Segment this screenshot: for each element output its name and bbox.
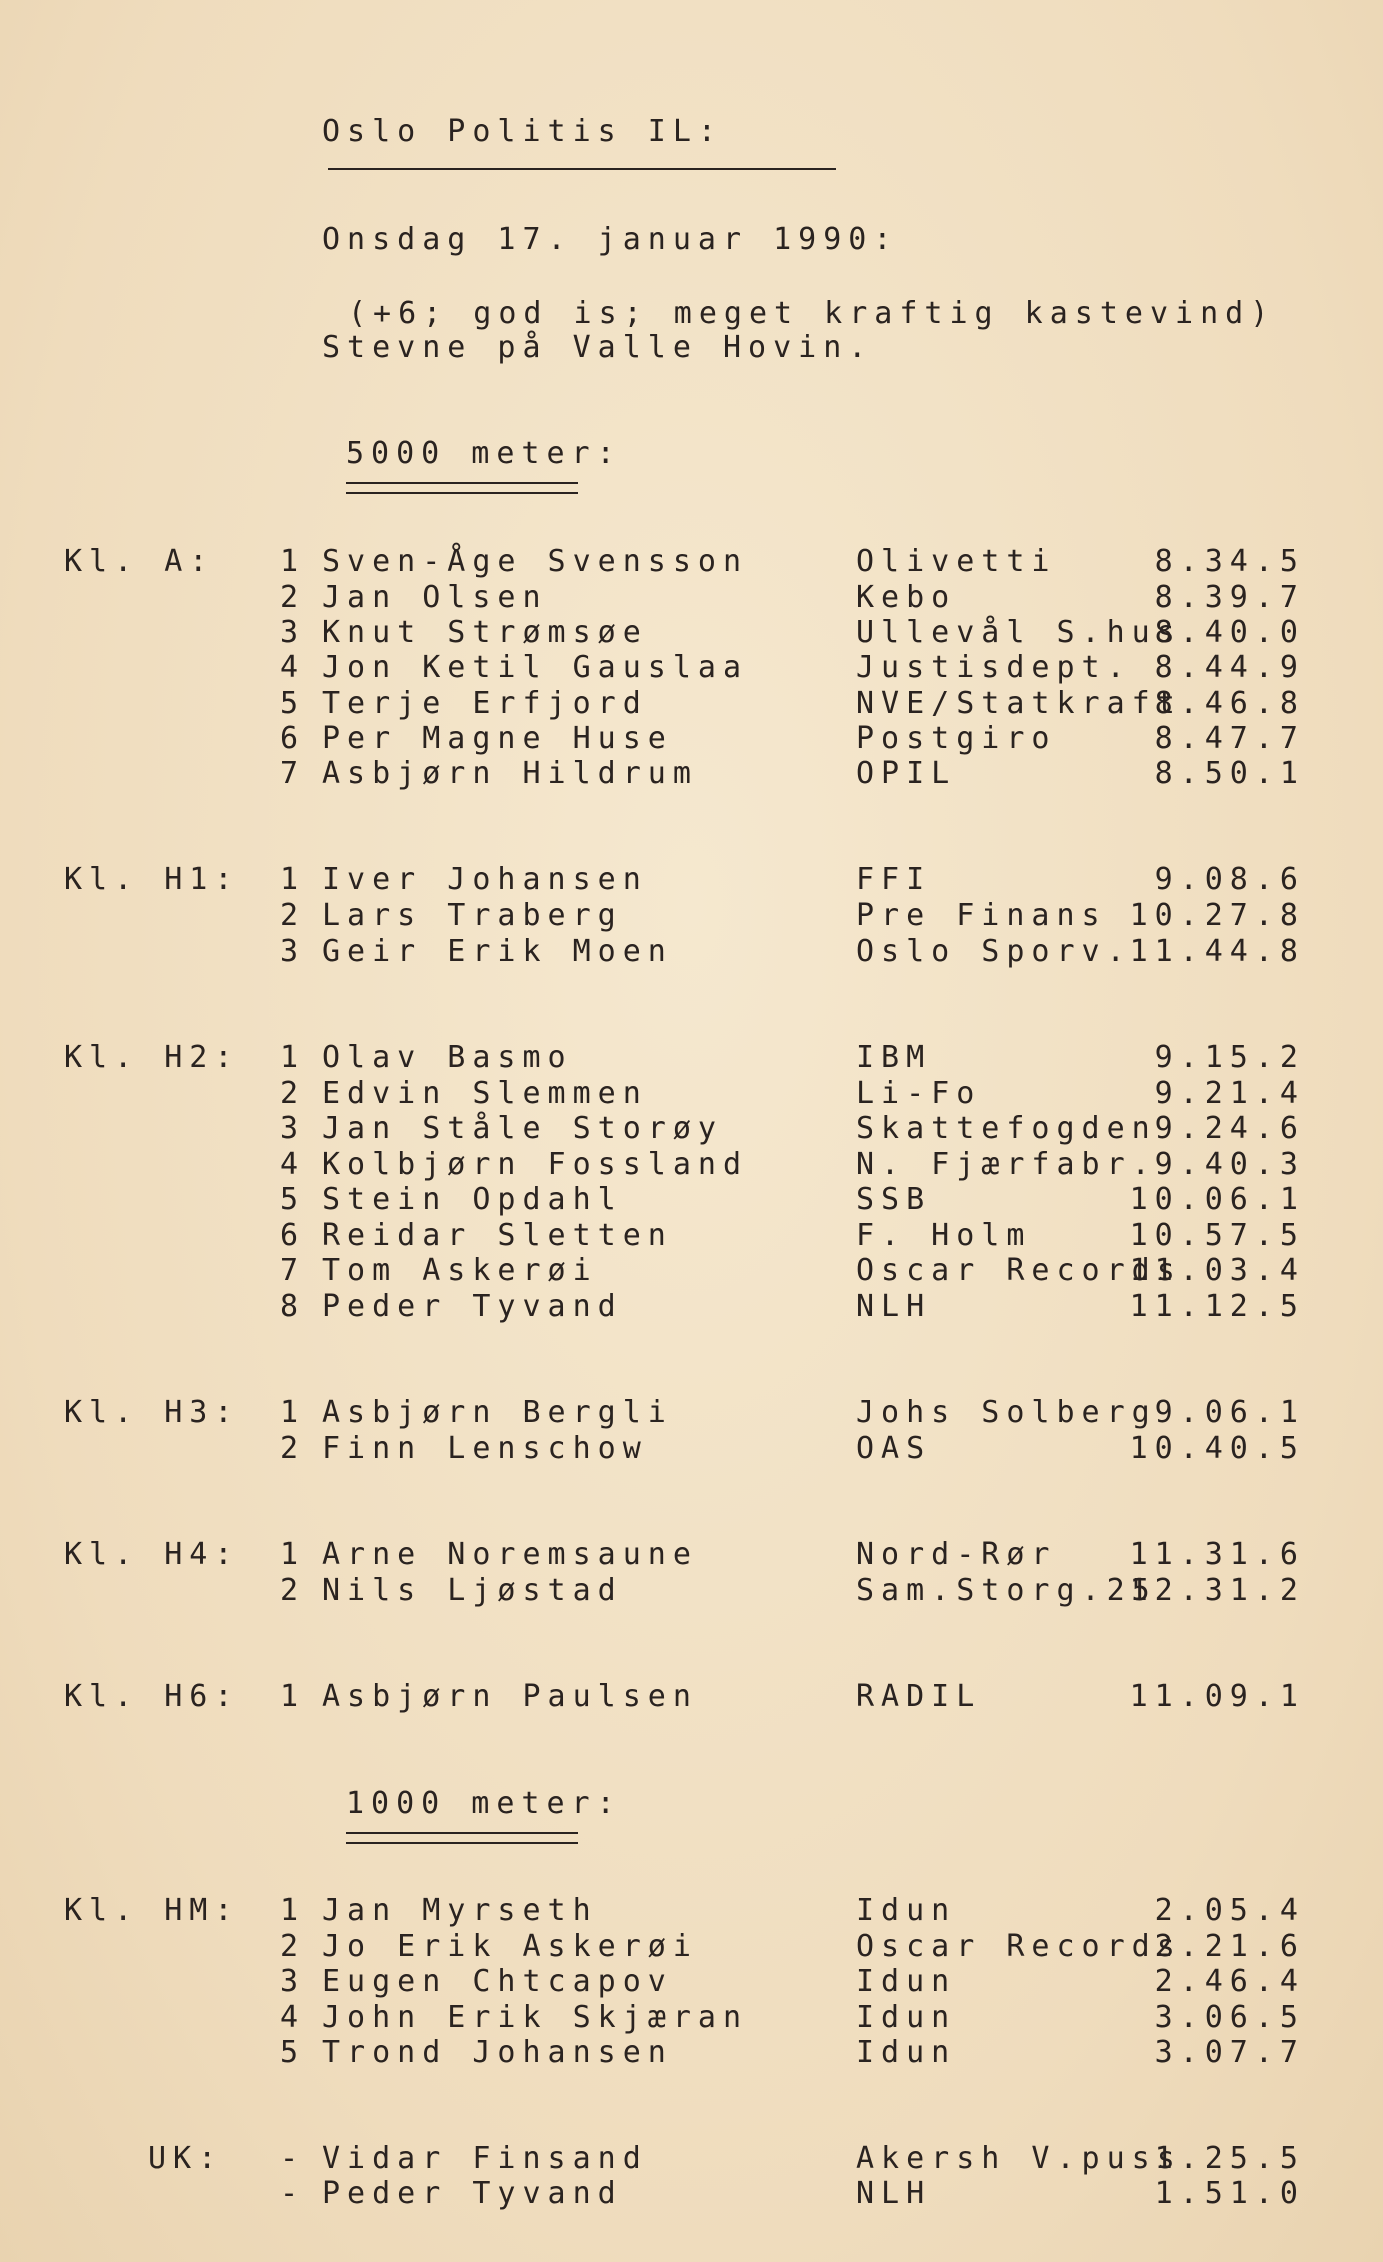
athlete-club: Postgiro	[856, 721, 1057, 756]
result-row	[0, 898, 1383, 934]
athlete-name: Lars Traberg	[322, 898, 623, 933]
result-position: 4	[280, 650, 306, 685]
result-row	[0, 2035, 1383, 2071]
result-position: 1	[280, 1537, 306, 1572]
result-position: 3	[280, 615, 306, 650]
athlete-club: NVE/Statkraft	[856, 686, 1182, 721]
athlete-club: Li-Fo	[856, 1076, 982, 1111]
result-position: 1	[280, 1893, 306, 1928]
result-time: 9.15.2	[1154, 1040, 1305, 1075]
athlete-name: Olav Basmo	[322, 1040, 573, 1075]
athlete-name: Asbjørn Hildrum	[322, 756, 698, 791]
header-block	[322, 42, 898, 438]
result-position: 6	[280, 721, 306, 756]
result-position: 7	[280, 756, 306, 791]
result-row	[0, 934, 1383, 970]
athlete-club: F. Holm	[856, 1218, 1032, 1253]
event-title-underline	[346, 1832, 578, 1844]
result-position: 5	[280, 1182, 306, 1217]
result-position: 4	[280, 1147, 306, 1182]
class-label: Kl. HM:	[64, 1893, 240, 1928]
athlete-name: Jan Olsen	[322, 580, 548, 615]
result-time: 1.51.0	[1154, 2176, 1305, 2211]
athlete-name: Iver Johansen	[322, 862, 648, 897]
result-time: 3.06.5	[1154, 2000, 1305, 2035]
result-row	[0, 686, 1383, 722]
athlete-club: Oscar Records	[856, 1253, 1182, 1288]
athlete-name: Peder Tyvand	[322, 2176, 623, 2211]
result-row	[0, 1040, 1383, 1076]
header-venue: Stevne på Valle Hovin.	[322, 330, 874, 365]
athlete-club: SSB	[856, 1182, 932, 1217]
result-time: 10.27.8	[1129, 898, 1305, 933]
athlete-club: Idun	[856, 1893, 957, 1928]
header-date: Onsdag 17. januar 1990:	[322, 222, 899, 257]
athlete-name: Trond Johansen	[322, 2035, 673, 2070]
result-row	[0, 1929, 1383, 1965]
result-position: 2	[280, 1076, 306, 1111]
result-position: 4	[280, 2000, 306, 2035]
result-time: 11.12.5	[1129, 1289, 1305, 1324]
athlete-club: Idun	[856, 2000, 957, 2035]
athlete-name: Asbjørn Bergli	[322, 1395, 673, 1430]
result-position: 3	[280, 1964, 306, 1999]
result-position: 5	[280, 2035, 306, 2070]
result-position: 7	[280, 1253, 306, 1288]
result-position: 3	[280, 934, 306, 969]
result-time: 1.25.5	[1154, 2141, 1305, 2176]
result-time: 11.03.4	[1129, 1253, 1305, 1288]
athlete-name: Stein Opdahl	[322, 1182, 623, 1217]
result-time: 8.47.7	[1154, 721, 1305, 756]
athlete-club: OAS	[856, 1431, 932, 1466]
athlete-club: Akersh V.puss	[856, 2141, 1182, 2176]
athlete-club: OPIL	[856, 756, 957, 791]
result-position: 1	[280, 544, 306, 579]
result-row	[0, 1395, 1383, 1431]
result-time: 2.21.6	[1154, 1929, 1305, 1964]
athlete-name: Arne Noremsaune	[322, 1537, 698, 1572]
result-row	[0, 1218, 1383, 1254]
result-row	[0, 1679, 1383, 1715]
result-row	[0, 1111, 1383, 1147]
result-position: 2	[280, 898, 306, 933]
result-time: 9.06.1	[1154, 1395, 1305, 1430]
result-position: 2	[280, 1573, 306, 1608]
athlete-club: Sam.Storg.25	[856, 1573, 1157, 1608]
class-label: Kl. A:	[64, 544, 215, 579]
result-position: 8	[280, 1289, 306, 1324]
athlete-name: Finn Lenschow	[322, 1431, 648, 1466]
header-divider	[328, 168, 836, 170]
athlete-club: Ullevål S.hus	[856, 615, 1182, 650]
event-title: 1000 meter:	[346, 1786, 622, 1821]
result-position: 2	[280, 1929, 306, 1964]
athlete-name: Terje Erfjord	[322, 686, 648, 721]
result-row	[0, 2176, 1383, 2212]
athlete-club: Justisdept.	[856, 650, 1132, 685]
result-time: 9.40.3	[1154, 1147, 1305, 1182]
athlete-club: NLH	[856, 2176, 932, 2211]
athlete-club: Idun	[856, 1964, 957, 1999]
athlete-club: Skattefogden	[856, 1111, 1157, 1146]
class-label: Kl. H1:	[64, 862, 240, 897]
class-label: Kl. H4:	[64, 1537, 240, 1572]
result-time: 8.39.7	[1154, 580, 1305, 615]
athlete-club: Olivetti	[856, 544, 1057, 579]
athlete-name: Jon Ketil Gauslaa	[322, 650, 749, 685]
athlete-name: Tom Askerøi	[322, 1253, 598, 1288]
result-row	[0, 1964, 1383, 2000]
result-time: 10.57.5	[1129, 1218, 1305, 1253]
result-row	[0, 756, 1383, 792]
result-row	[0, 615, 1383, 651]
result-row	[0, 721, 1383, 757]
athlete-name: Kolbjørn Fossland	[322, 1147, 749, 1182]
result-row	[0, 1289, 1383, 1325]
result-time: 10.06.1	[1129, 1182, 1305, 1217]
event-title: 5000 meter:	[346, 436, 622, 471]
athlete-name: Jan Myrseth	[322, 1893, 598, 1928]
result-position: 1	[280, 1395, 306, 1430]
athlete-name: Sven-Åge Svensson	[322, 544, 749, 579]
athlete-club: FFI	[856, 862, 932, 897]
result-time: 2.05.4	[1154, 1893, 1305, 1928]
result-row	[0, 2000, 1383, 2036]
result-row	[0, 650, 1383, 686]
result-time: 8.44.9	[1154, 650, 1305, 685]
weather-note: (+6; god is; meget kraftig kastevind)	[348, 296, 1276, 331]
athlete-name: Eugen Chtcapov	[322, 1964, 673, 1999]
result-row	[0, 1147, 1383, 1183]
athlete-name: Asbjørn Paulsen	[322, 1679, 698, 1714]
event-title-underline	[346, 482, 578, 494]
result-row	[0, 2141, 1383, 2177]
athlete-name: Knut Strømsøe	[322, 615, 648, 650]
result-time: 2.46.4	[1154, 1964, 1305, 1999]
athlete-name: Edvin Slemmen	[322, 1076, 648, 1111]
result-row	[0, 1076, 1383, 1112]
result-time: 12.31.2	[1129, 1573, 1305, 1608]
athlete-club: Oslo Sporv.	[856, 934, 1132, 969]
result-time: 8.46.8	[1154, 686, 1305, 721]
result-time: 8.40.0	[1154, 615, 1305, 650]
header-club: Oslo Politis IL:	[322, 114, 723, 149]
class-label: Kl. H2:	[64, 1040, 240, 1075]
athlete-name: Geir Erik Moen	[322, 934, 673, 969]
result-position: 1	[280, 1040, 306, 1075]
athlete-name: John Erik Skjæran	[322, 2000, 749, 2035]
result-row	[0, 862, 1383, 898]
athlete-name: Vidar Finsand	[322, 2141, 648, 2176]
result-time: 10.40.5	[1129, 1431, 1305, 1466]
result-time: 11.44.8	[1129, 934, 1305, 969]
result-time: 9.21.4	[1154, 1076, 1305, 1111]
athlete-club: N. Fjærfabr.	[856, 1147, 1157, 1182]
result-position: 6	[280, 1218, 306, 1253]
result-position: 3	[280, 1111, 306, 1146]
athlete-name: Per Magne Huse	[322, 721, 673, 756]
result-row	[0, 1573, 1383, 1609]
result-position: -	[280, 2141, 306, 2176]
result-time: 9.24.6	[1154, 1111, 1305, 1146]
result-row	[0, 1537, 1383, 1573]
result-time: 9.08.6	[1154, 862, 1305, 897]
result-time: 8.50.1	[1154, 756, 1305, 791]
result-position: 5	[280, 686, 306, 721]
result-row	[0, 1431, 1383, 1467]
athlete-club: Kebo	[856, 580, 957, 615]
result-position: 2	[280, 1431, 306, 1466]
result-position: 1	[280, 862, 306, 897]
athlete-club: Johs Solberg	[856, 1395, 1157, 1430]
athlete-club: Oscar Records	[856, 1929, 1182, 1964]
result-row	[0, 1182, 1383, 1218]
class-label: Kl. H6:	[64, 1679, 240, 1714]
athlete-name: Jan Ståle Storøy	[322, 1111, 723, 1146]
result-time: 11.31.6	[1129, 1537, 1305, 1572]
result-row	[0, 544, 1383, 580]
result-position: 1	[280, 1679, 306, 1714]
athlete-club: Pre Finans	[856, 898, 1107, 933]
result-position: 2	[280, 580, 306, 615]
athlete-club: IBM	[856, 1040, 932, 1075]
athlete-club: RADIL	[856, 1679, 982, 1714]
athlete-name: Nils Ljøstad	[322, 1573, 623, 1608]
athlete-club: Idun	[856, 2035, 957, 2070]
athlete-club: Nord-Rør	[856, 1537, 1057, 1572]
result-row	[0, 1253, 1383, 1289]
result-time: 8.34.5	[1154, 544, 1305, 579]
class-label: Kl. H3:	[64, 1395, 240, 1430]
result-position: -	[280, 2176, 306, 2211]
athlete-name: Jo Erik Askerøi	[322, 1929, 698, 1964]
result-row	[0, 580, 1383, 616]
athlete-name: Peder Tyvand	[322, 1289, 623, 1324]
athlete-name: Reidar Sletten	[322, 1218, 673, 1253]
result-row	[0, 1893, 1383, 1929]
result-time: 3.07.7	[1154, 2035, 1305, 2070]
athlete-club: NLH	[856, 1289, 932, 1324]
class-label: UK:	[148, 2141, 224, 2176]
result-time: 11.09.1	[1129, 1679, 1305, 1714]
